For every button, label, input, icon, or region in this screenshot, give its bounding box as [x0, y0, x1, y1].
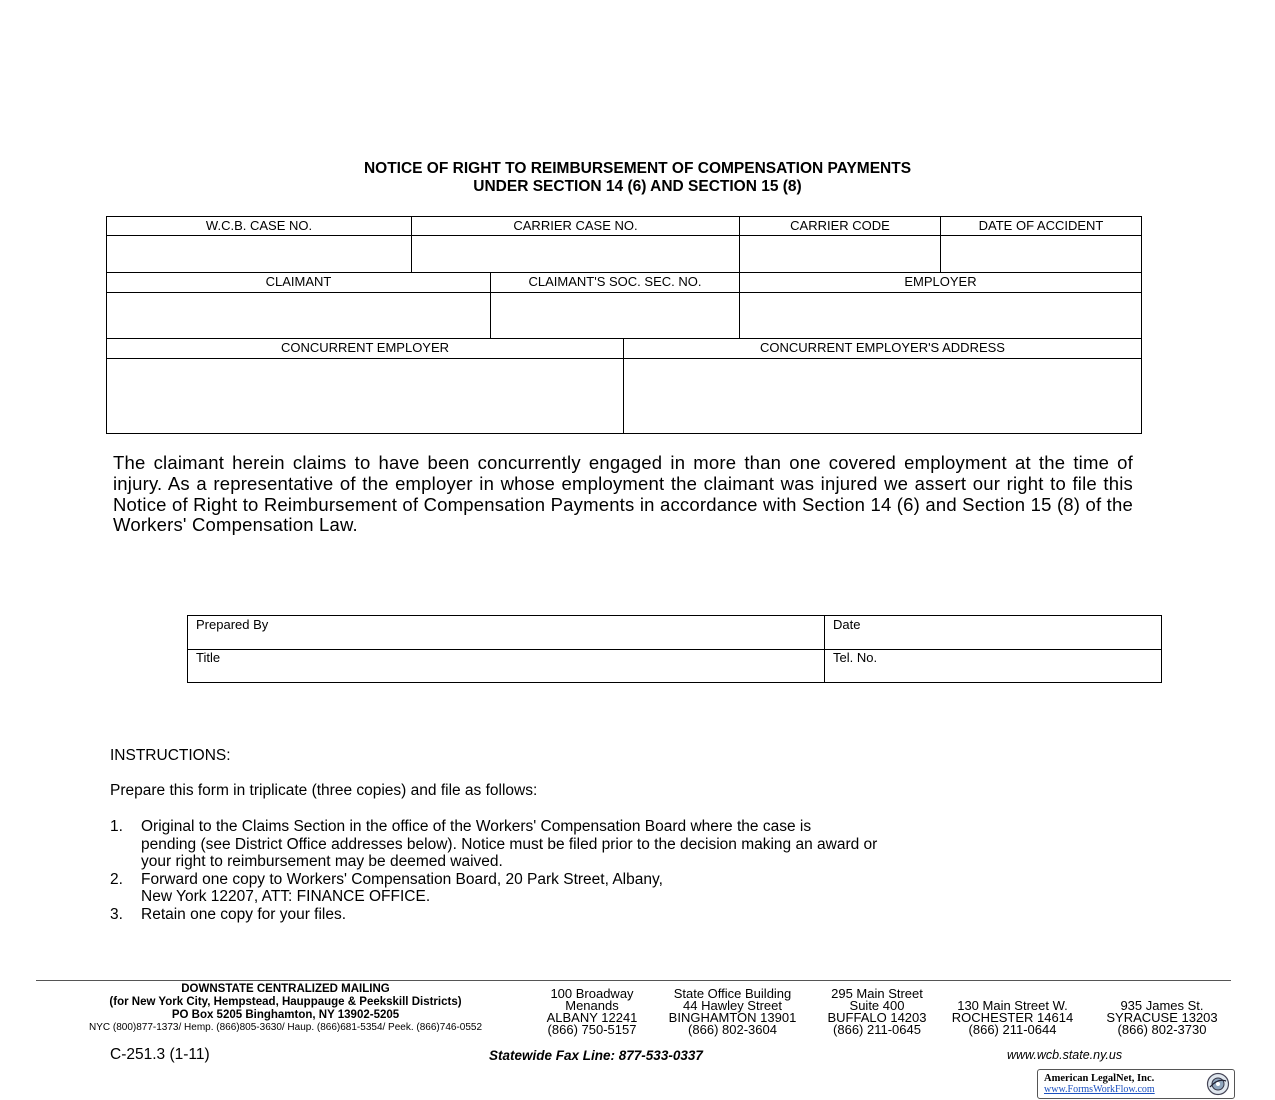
office-line: 295 Main Street [831, 986, 923, 1001]
form-code: C-251.3 (1-11) [110, 1046, 210, 1063]
carrier-code-field[interactable] [739, 235, 941, 273]
wcb-case-no-label: W.C.B. CASE NO. [106, 216, 412, 236]
office-line: Suite 400 [849, 998, 905, 1013]
statewide-fax-line: Statewide Fax Line: 877-533-0337 [489, 1048, 703, 1063]
footer-divider [36, 980, 1231, 981]
publisher-logo[interactable] [1037, 1069, 1235, 1099]
instruction-line: Retain one copy for your files. [141, 905, 347, 923]
claimant-ssn-field[interactable] [490, 292, 740, 339]
office-line: (866) 750-5157 [547, 1022, 637, 1037]
form-title-line-2: UNDER SECTION 14 (6) AND SECTION 15 (8) [473, 178, 802, 195]
office-line: 44 Hawley Street [683, 998, 782, 1013]
office-line: SYRACUSE 13203 [1106, 1010, 1218, 1025]
instruction-number: 3. [110, 905, 123, 923]
office-line: (866) 802-3604 [688, 1022, 777, 1037]
concurrent-employer-address-label: CONCURRENT EMPLOYER'S ADDRESS [623, 338, 1142, 359]
tel-no-label: Tel. No. [833, 650, 878, 665]
office-line: (866) 802-3730 [1117, 1022, 1207, 1037]
instructions-intro: Prepare this form in triplicate (three copies) and file as follows: [110, 782, 538, 799]
employer-field[interactable] [739, 292, 1142, 339]
office-line: ALBANY 12241 [546, 1010, 638, 1025]
downstate-mailing-block [38, 983, 533, 1034]
office-syracuse [1092, 1000, 1232, 1036]
office-line: (866) 211-0645 [833, 1022, 921, 1037]
prepared-by-field[interactable] [187, 615, 825, 650]
date-of-accident-field[interactable] [940, 235, 1142, 273]
instruction-line: pending (see District Office addresses below). Notice must be filed prior to the decision making an award or [141, 835, 878, 853]
instruction-number: 1. [110, 818, 123, 835]
office-line: Menands [565, 998, 619, 1013]
publisher-url[interactable]: www.FormsWorkFlow.com [1044, 1084, 1155, 1095]
website-link[interactable]: www.wcb.state.ny.us [1007, 1048, 1123, 1062]
office-albany [532, 988, 652, 1036]
carrier-code-label: CARRIER CODE [739, 216, 941, 236]
concurrent-employer-label: CONCURRENT EMPLOYER [106, 338, 624, 359]
instruction-line: Forward one copy to Workers' Compensation Board, 20 Park Street, Albany, [141, 870, 663, 888]
downstate-po-box: PO Box 5205 Binghamton, NY 13902-5205 [171, 1009, 400, 1021]
wcb-case-no-field[interactable] [106, 235, 412, 273]
concurrent-employer-field[interactable] [106, 358, 624, 434]
title-label: Title [196, 650, 221, 665]
date-of-accident-label: DATE OF ACCIDENT [940, 216, 1142, 236]
claimant-label: CLAIMANT [106, 272, 491, 293]
office-line: BINGHAMTON 13901 [668, 1010, 797, 1025]
claimant-field[interactable] [106, 292, 491, 339]
office-line: 100 Broadway [550, 986, 634, 1001]
instruction-line: Original to the Claims Section in the office of the Workers' Compensation Board where the case is [141, 818, 812, 835]
prepared-by-label: Prepared By [196, 617, 269, 632]
carrier-case-no-label: CARRIER CASE NO. [411, 216, 740, 236]
instruction-line: your right to reimbursement may be deemed waived. [141, 853, 503, 870]
employer-label: EMPLOYER [739, 272, 1142, 293]
concurrent-employer-address-field[interactable] [623, 358, 1142, 434]
office-line: 130 Main Street W. [957, 998, 1068, 1013]
carrier-case-no-field[interactable] [411, 235, 740, 273]
instructions-heading: INSTRUCTIONS: [110, 747, 231, 764]
office-rochester [940, 1000, 1085, 1036]
instruction-item [110, 818, 1160, 871]
statement-paragraph: The claimant herein claims to have been concurrently engaged in more than one covered employment at the time of injury. As a representative of the employer in whose employment the claimant was injured we assert our right to file this Notice of Right to Reimbursement of Compensation Payments in accordance with Section 14 (6) and Section 15 (8) of the Workers' Compensation Law. [113, 452, 1133, 536]
instruction-item [110, 871, 1160, 906]
downstate-districts: (for New York City, Hempstead, Hauppauge & Peekskill Districts) [109, 996, 462, 1008]
instructions-list [110, 818, 1160, 923]
globe-icon [1206, 1072, 1230, 1096]
instruction-line: New York 12207, ATT: FINANCE OFFICE. [141, 888, 431, 905]
publisher-name: American LegalNet, Inc. [1044, 1073, 1155, 1084]
instruction-item [110, 906, 1160, 924]
office-buffalo [812, 988, 942, 1036]
tel-no-field[interactable] [824, 649, 1162, 683]
office-line: (866) 211-0644 [968, 1022, 1057, 1037]
office-line: State Office Building [673, 986, 792, 1001]
instruction-number: 2. [110, 870, 123, 888]
claimant-ssn-label: CLAIMANT'S SOC. SEC. NO. [490, 272, 740, 293]
office-binghamton [655, 988, 810, 1036]
office-line: BUFFALO 14203 [827, 1010, 927, 1025]
form-title-line-1: NOTICE OF RIGHT TO REIMBURSEMENT OF COMPENSATION PAYMENTS [363, 160, 912, 177]
title-field[interactable] [187, 649, 825, 683]
downstate-title: DOWNSTATE CENTRALIZED MAILING [181, 983, 390, 995]
date-label: Date [833, 617, 861, 632]
office-line: ROCHESTER 14614 [951, 1010, 1074, 1025]
office-line: 935 James St. [1120, 998, 1204, 1013]
date-field[interactable] [824, 615, 1162, 650]
downstate-phones: NYC (800)877-1373/ Hemp. (866)805-3630/ Haup. (866)681-5354/ Peek. (866)746-0552 [88, 1022, 483, 1033]
